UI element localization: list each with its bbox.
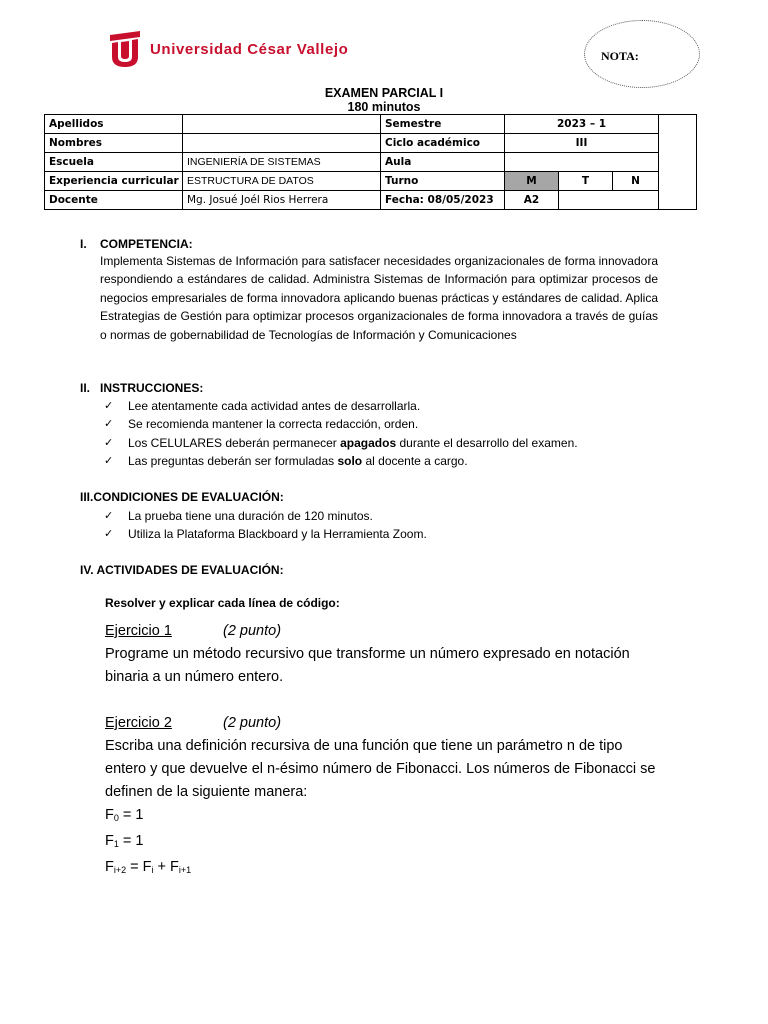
grade-box (584, 20, 700, 88)
experiencia-label: Experiencia curricular (45, 172, 183, 191)
semestre-value: 2023 – 1 (505, 115, 659, 134)
list-item (104, 397, 578, 415)
university-name: Universidad César Vallejo (150, 40, 349, 58)
fecha-value: Fecha: 08/05/2023 (381, 191, 505, 210)
list-item (104, 452, 578, 470)
list-item (104, 525, 427, 543)
aula-code: A2 (505, 191, 559, 210)
exercise-1-title: Ejercicio 1 (105, 623, 172, 639)
turno-label: Turno (381, 172, 505, 191)
exam-title-block (0, 86, 768, 114)
exercise-1-text: Programe un método recursivo que transforme un número expresado en notación binaria a un número entero. (105, 646, 630, 685)
checkmark-icon: ✓ (104, 418, 114, 431)
list-item-text: Lee atentamente cada actividad antes de desarrollarla. (128, 399, 421, 413)
docente-value: Mg. Josué Joél Rios Herrera (183, 191, 381, 210)
turno-option-t[interactable]: T (559, 172, 613, 191)
apellidos-label: Apellidos (45, 115, 183, 134)
instrucciones-number: II. (80, 381, 91, 395)
table-row (45, 153, 697, 172)
aula-field[interactable] (505, 153, 659, 172)
fibonacci-f0: $F_0 = 1$ (105, 807, 144, 823)
blank-cell (659, 115, 697, 210)
competencia-heading (80, 235, 193, 253)
escuela-value: INGENIERÍA DE SISTEMAS (183, 153, 381, 172)
blank-cell (559, 191, 659, 210)
table-row (45, 134, 697, 153)
list-item (104, 415, 578, 433)
instrucciones-heading (80, 379, 204, 397)
table-row (45, 191, 697, 210)
list-item-text: Utiliza la Plataforma Blackboard y la Herramienta Zoom. (128, 527, 427, 542)
checkmark-icon: ✓ (104, 400, 114, 412)
semestre-label: Semestre (381, 115, 505, 134)
exercise-1-points: (2 punto) (223, 623, 282, 639)
list-item-text: La prueba tiene una duración de 120 minutos. (128, 509, 373, 523)
condiciones-list (104, 507, 427, 544)
list-item-text: Los CELULARES deberán permanecer apagados durante el desarrollo del examen. (128, 435, 578, 450)
escuela-label: Escuela (45, 153, 183, 172)
actividades-instruction: Resolver y explicar cada línea de código: (105, 596, 340, 610)
checkmark-icon: ✓ (104, 528, 114, 541)
checkmark-icon: ✓ (104, 455, 114, 468)
table-row (45, 172, 697, 191)
list-item-text: Se recomienda mantener la correcta redacción, orden. (128, 417, 419, 432)
exercise-2 (105, 712, 665, 882)
checkmark-icon: ✓ (104, 510, 114, 522)
exercise-2-text: Escriba una definición recursiva de una función que tiene un parámetro n de tipo entero y que devuelve el n-ésimo número de Fibonacci. Los números de Fibonacci se definen de la siguiente manera: (105, 738, 656, 800)
condiciones-heading: III.CONDICIONES DE EVALUACIÓN: (80, 490, 284, 504)
docente-label: Docente (45, 191, 183, 210)
university-logo (108, 31, 348, 67)
fibonacci-f1: $F_1 = 1$ (105, 833, 144, 849)
nombres-field[interactable] (183, 134, 381, 153)
competencia-title: COMPETENCIA: (100, 237, 193, 251)
turno-option-m[interactable]: M (505, 172, 559, 191)
list-item-text: Las preguntas deberán ser formuladas solo al docente a cargo. (128, 454, 468, 469)
fibonacci-recurrence: $F_{i+2} = F_i + F_{i+1}$ (105, 859, 192, 875)
actividades-heading: IV. ACTIVIDADES DE EVALUACIÓN: (80, 563, 284, 577)
student-info-table (44, 114, 697, 210)
list-item (104, 507, 427, 525)
ciclo-label: Ciclo académico (381, 134, 505, 153)
exam-title: EXAMEN PARCIAL I (324, 86, 444, 100)
ciclo-value: III (505, 134, 659, 153)
competencia-text: Implementa Sistemas de Información para satisfacer necesidades organizacionales de forma innovadora respondiendo a estándares de calidad. Administra Sistemas de Información para optimizar procesos de negocios empresariales de forma innovadora aplicando buenas prácticas y estándares de calidad. Aplica Estrategias de Gestión para optimizar procesos organizacionales de forma innovadora a través de guías o normas de gobernabilidad de Tecnologías de Información y Comunicaciones (100, 254, 658, 342)
exercise-2-points: (2 punto) (223, 715, 282, 731)
exercise-1 (105, 620, 665, 689)
grade-label: NOTA: (601, 49, 639, 63)
exercise-2-title: Ejercicio 2 (105, 715, 172, 731)
exam-duration: 180 minutos (347, 100, 421, 114)
experiencia-value: ESTRUCTURA DE DATOS (183, 172, 381, 191)
aula-label: Aula (381, 153, 505, 172)
competencia-number: I. (80, 237, 87, 251)
list-item (104, 434, 578, 452)
ucv-logo-icon (108, 31, 142, 67)
instrucciones-list (104, 397, 578, 471)
apellidos-field[interactable] (183, 115, 381, 134)
nombres-label: Nombres (45, 134, 183, 153)
checkmark-icon: ✓ (104, 436, 114, 449)
instrucciones-title: INSTRUCCIONES: (100, 381, 204, 395)
turno-option-n[interactable]: N (613, 172, 659, 191)
table-row (45, 115, 697, 134)
